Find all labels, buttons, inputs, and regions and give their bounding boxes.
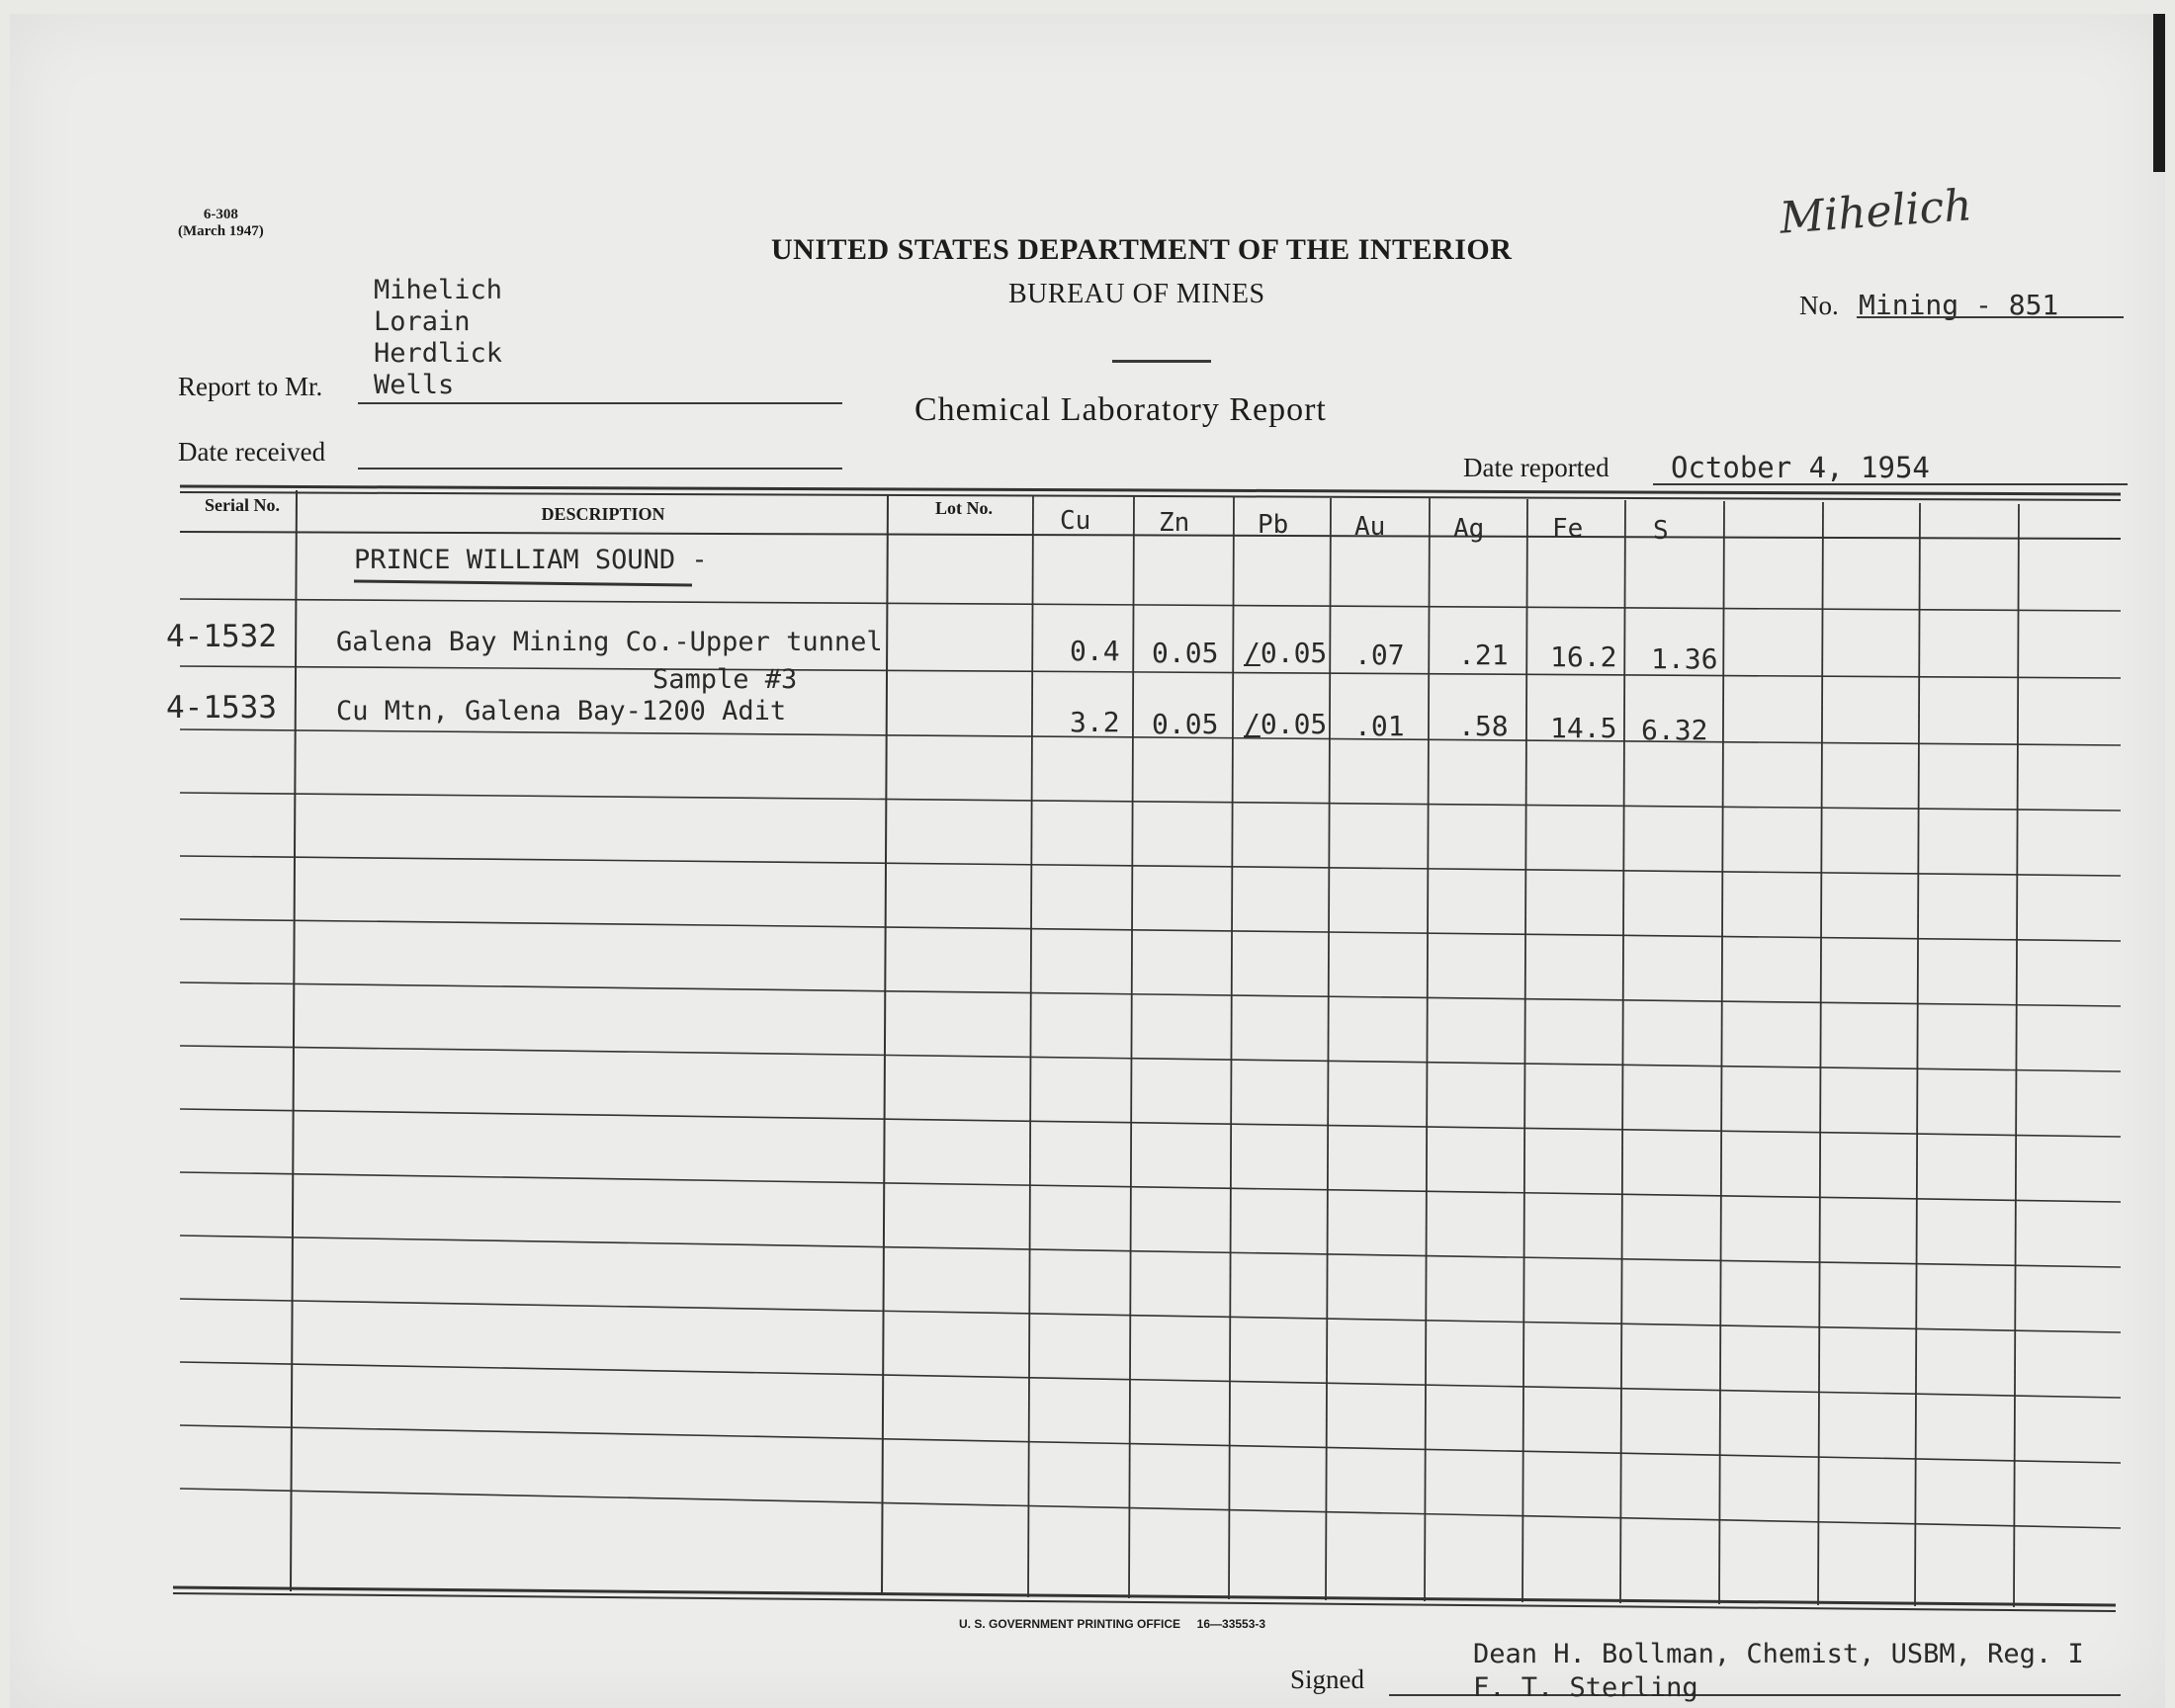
table-grid bbox=[10, 14, 2165, 1708]
row-1-cu: 0.4 bbox=[1070, 635, 1120, 667]
number-label: No. bbox=[1799, 291, 1839, 320]
row-2-zn: 0.05 bbox=[1152, 708, 1219, 740]
signed-label: Signed bbox=[1290, 1665, 1365, 1694]
row-2-cu: 3.2 bbox=[1070, 706, 1120, 738]
element-header-fe: Fe bbox=[1552, 514, 1584, 544]
row-1-s: 1.36 bbox=[1651, 642, 1718, 675]
row-1-pb bbox=[1244, 637, 1327, 669]
row-1-fe: 16.2 bbox=[1550, 640, 1617, 673]
printer-note: U. S. GOVERNMENT PRINTING OFFICE 16—33553-3 bbox=[959, 1617, 1266, 1631]
report-to-label: Report to Mr. bbox=[178, 372, 323, 401]
name-2: Lorain bbox=[374, 306, 471, 337]
element-header-s: S bbox=[1653, 516, 1669, 546]
row-1-serial: 4-1532 bbox=[166, 619, 277, 654]
row-2-pb bbox=[1244, 708, 1327, 740]
lot-header: Lot No. bbox=[935, 498, 993, 518]
less-than-symbol: / bbox=[1244, 708, 1261, 740]
handwritten-note: Mihelich bbox=[1778, 180, 1974, 244]
element-header-pb: Pb bbox=[1258, 510, 1289, 540]
serial-header: Serial No. bbox=[205, 495, 280, 515]
form-code: 6-308 bbox=[203, 207, 238, 222]
element-header-zn: Zn bbox=[1159, 508, 1190, 538]
number-value: Mining - 851 bbox=[1859, 289, 2059, 321]
row-2-ag: .58 bbox=[1458, 710, 1509, 742]
row-2-serial: 4-1533 bbox=[166, 690, 277, 726]
date-received-label: Date received bbox=[178, 437, 326, 467]
row-2-au: .01 bbox=[1354, 710, 1405, 742]
date-reported-label: Date reported bbox=[1463, 453, 1610, 482]
section-heading: PRINCE WILLIAM SOUND - bbox=[354, 545, 708, 575]
row-1-description-2: Sample #3 bbox=[652, 664, 798, 695]
row-2-description: Cu Mtn, Galena Bay-1200 Adit bbox=[336, 696, 787, 726]
row-1-pb-value: 0.05 bbox=[1260, 637, 1328, 669]
row-2-pb-value: 0.05 bbox=[1260, 708, 1328, 740]
form-date: (March 1947) bbox=[178, 223, 264, 239]
report-sheet bbox=[10, 14, 2165, 1708]
name-3: Herdlick bbox=[374, 338, 503, 369]
name-4: Wells bbox=[374, 370, 455, 400]
row-1-ag: .21 bbox=[1458, 639, 1509, 671]
signed-line-2: F. T. Sterling bbox=[1473, 1672, 1698, 1703]
element-header-cu: Cu bbox=[1060, 506, 1091, 536]
less-than-symbol: / bbox=[1244, 637, 1261, 669]
row-1-au: .07 bbox=[1354, 639, 1405, 671]
signed-line-1: Dean H. Bollman, Chemist, USBM, Reg. I bbox=[1473, 1639, 2084, 1669]
department-title: UNITED STATES DEPARTMENT OF THE INTERIOR bbox=[771, 233, 1513, 266]
row-2-s: 6.32 bbox=[1641, 714, 1708, 746]
row-1-zn: 0.05 bbox=[1152, 637, 1219, 669]
report-title: Chemical Laboratory Report bbox=[914, 391, 1327, 428]
date-reported-value: October 4, 1954 bbox=[1671, 451, 1930, 484]
bureau-title: BUREAU OF MINES bbox=[1008, 279, 1265, 309]
row-1-description: Galena Bay Mining Co.-Upper tunnel bbox=[336, 627, 883, 657]
element-header-ag: Ag bbox=[1453, 514, 1485, 544]
row-2-fe: 14.5 bbox=[1550, 712, 1617, 744]
name-1: Mihelich bbox=[374, 275, 503, 305]
element-header-au: Au bbox=[1354, 512, 1386, 542]
description-header: DESCRIPTION bbox=[541, 504, 665, 524]
